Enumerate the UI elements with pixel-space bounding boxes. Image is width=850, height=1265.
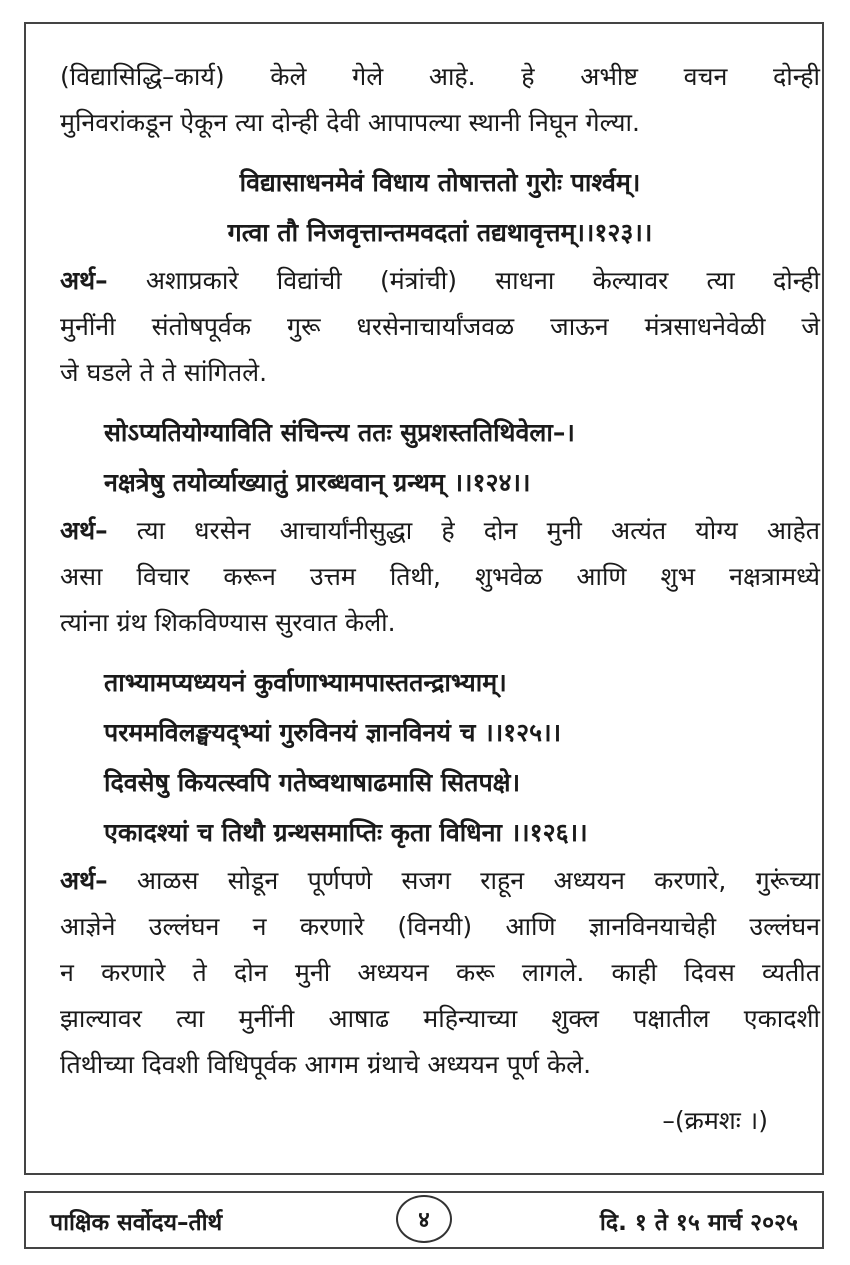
meaning-line: आज्ञेने उल्लंघन न करणारे (विनयी) आणि ज्ञानविनयाचेही उल्लंघन (60, 912, 820, 941)
verse-line: परममविलङ्घयद्भ्यां गुरुविनयं ज्ञानविनयं च ।।१२५।। (104, 718, 562, 747)
meaning-124 (60, 508, 820, 646)
verse-line: ताभ्यामप्यध्ययनं कुर्वाणाभ्यामपास्ततन्द्राभ्याम्। (104, 668, 507, 697)
meaning-label: अर्थ– (60, 866, 108, 895)
intro-line: (विद्यासिद्धि–कार्य) केले गेले आहे. हे अभीष्ट वचन दोन्ही (60, 62, 820, 91)
meaning-line (60, 258, 820, 304)
page-number: ४ (396, 1195, 452, 1243)
page-footer (24, 1191, 824, 1249)
continued-note: –(क्रमशः ।) (662, 1106, 768, 1135)
meaning-line (60, 508, 820, 554)
verse-line: सोऽप्यतियोग्याविति संचिन्त्य ततः सुप्रशस्ततिथिवेला–। (104, 418, 575, 447)
meaning-label: अर्थ– (60, 266, 108, 295)
meaning-line: तिथीच्या दिवशी विधिपूर्वक आगम ग्रंथाचे अध्ययन पूर्ण केले. (60, 1050, 592, 1079)
verse-123 (60, 158, 820, 258)
verse-line: विद्यासाधनमेवं विधाय तोषात्ततो गुरोः पार्श्वम्। (239, 168, 641, 197)
meaning-line: जे घडले ते ते सांगितले. (60, 358, 268, 387)
meaning-label: अर्थ– (60, 516, 108, 545)
meaning-line: न करणारे ते दोन मुनी अध्ययन करू लागले. काही दिवस व्यतीत (60, 958, 820, 987)
page-content (60, 54, 820, 1144)
intro-paragraph (60, 54, 820, 146)
meaning-line: झाल्यावर त्या मुनींनी आषाढ महिन्याच्या शुक्ल पक्षातील एकादशी (60, 1004, 820, 1033)
issue-date: दि. १ ते १५ मार्च २०२५ (599, 1210, 798, 1236)
meaning-text: त्या धरसेन आचार्यांनीसुद्धा हे दोन मुनी अत्यंत योग्य आहेत (107, 516, 820, 545)
verse-125-126 (60, 658, 820, 858)
meaning-126 (60, 858, 820, 1088)
meaning-text: आळस सोडून पूर्णपणे सजग राहून अध्ययन करणारे, गुरूंच्या (107, 866, 820, 895)
verse-124 (60, 408, 820, 508)
meaning-line (60, 858, 820, 904)
meaning-123 (60, 258, 820, 396)
verse-line: दिवसेषु कियत्स्वपि गतेष्वथाषाढमासि सितपक्षे। (104, 768, 521, 797)
meaning-text: अशाप्रकारे विद्यांची (मंत्रांची) साधना केल्यावर त्या दोन्ही (107, 266, 820, 295)
meaning-line: असा विचार करून उत्तम तिथी, शुभवेळ आणि शुभ नक्षत्रामध्ये (60, 562, 820, 591)
verse-line: नक्षत्रेषु तयोर्व्याख्यातुं प्रारब्धवान् ग्रन्थम् ।।१२४।। (104, 468, 531, 497)
meaning-line: त्यांना ग्रंथ शिकविण्यास सुरवात केली. (60, 608, 396, 637)
meaning-line: मुनींनी संतोषपूर्वक गुरू धरसेनाचार्यांजवळ जाऊन मंत्रसाधनेवेळी जे (60, 312, 820, 341)
verse-line: एकादश्यां च तिथौ ग्रन्थसमाप्तिः कृता विधिना ।।१२६।। (104, 818, 588, 847)
publication-name: पाक्षिक सर्वोदय–तीर्थ (50, 1210, 223, 1236)
page-border (24, 22, 824, 1175)
verse-line: गत्वा तौ निजवृत्तान्तमवदतां तद्यथावृत्तम्।।१२३।। (227, 218, 653, 247)
intro-line: मुनिवरांकडून ऐकून त्या दोन्ही देवी आपापल्या स्थानी निघून गेल्या. (60, 108, 640, 137)
